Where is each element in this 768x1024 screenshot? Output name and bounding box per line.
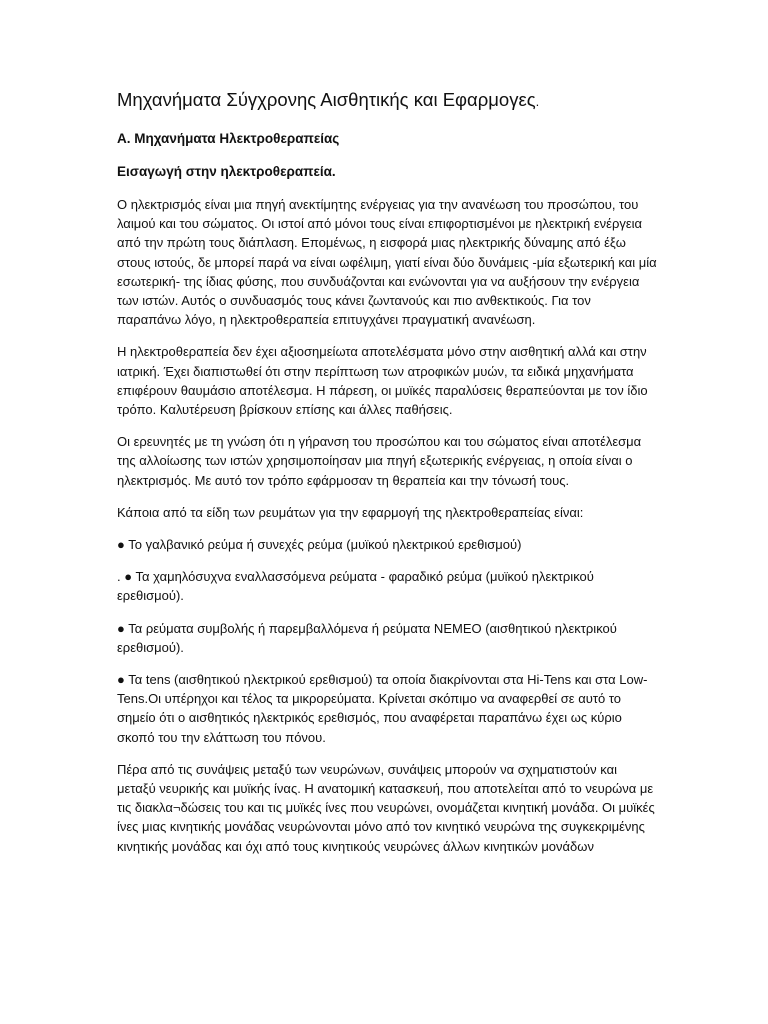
document-title-dot: . [535, 94, 540, 109]
bullet-item-interference: ● Τα ρεύματα συμβολής ή παρεμβαλλόμενα ή ρεύματα ΝΕΜΕΟ (αισθητικού ηλεκτρικού ερεθισμού). [117, 620, 617, 655]
paragraph-1: Ο ηλεκτρισμός είναι μια πηγή ανεκτίμητης ενέργειας για την ανανέωση του προσώπου, του λαιμού και του σώματος. Οι ιστοί από μόνοι τους είναι επιφορτισμένοι με ηλεκτρική ενέργεια από την πρώτη τους διάπλαση. Επομένως, η εισφορά μιας ηλεκτρικής δύναμης από έξω στους ιστούς, δε μπορεί παρά να είναι ωφέλιμη, γιατί είναι δύο δυνάμεις -μία εξωτερική και μία εσωτερική- της ίδιας φύσης, που συνδυάζονται και ενώνονται για να αυξήσουν την ενέργεια των ιστών. Αυτός ο συνδυασμός τους κάνει ζωντανούς και πιο ανθεκτικούς. Για τον παραπάνω λόγο, η ηλεκτροθεραπεία επιτυγχάνει πραγματική ανανέωση. [117, 197, 657, 328]
bullet-item-faradic: . ● Τα χαμηλόσυχνα εναλλασσόμενα ρεύματα - φαραδικό ρεύμα (μυϊκού ηλεκτρικού ερεθισμού). [117, 569, 594, 604]
intro-heading: Εισαγωγή στην ηλεκτροθεραπεία. [117, 164, 336, 179]
paragraph-4: Κάποια από τα είδη των ρευμάτων για την εφαρμογή της ηλεκτροθεραπείας είναι: [117, 504, 584, 520]
document-title-text: Μηχανήματα Σύγχρονης Αισθητικής και Εφαρμογες [117, 89, 536, 110]
bullet-item-tens: ● Τα tens (αισθητικού ηλεκτρικού ερεθισμού) τα οποία διακρίνονται στα Hi-Tens και στα Low-Tens.Οι υπέρηχοι και τέλος τα μικρορεύματα. Κρίνεται σκόπιμο να αναφερθεί σε αυτό το σημείο ότι ο αισθητικός ηλεκτρικός ερεθισμός, που αναφέρεται παραπάνω έχει ως κύριο σκοπό του την ελάττωση του πόνου. [117, 672, 648, 745]
document-page [117, 88, 657, 869]
closing-paragraph: Πέρα από τις συνάψεις μεταξύ των νευρώνων, συνάψεις μπορούν να σχηματιστούν και μεταξύ νευρικής και μυϊκής ίνας. Η ανατομική κατασκευή, που αποτελείται από το νευρώνα με τις διακλα¬δώσεις του και τις μυϊκές ίνες που νευρώνει, ονομάζεται κινητική μονάδα. Οι μυϊκές ίνες μιας κινητικής μονάδας νευρώνονται μόνο από τον κινητικό νευρώνα της συγκεκριμένης κινητικής μονάδας και όχι από τους κινητικούς νευρώνες άλλων κινητικών μονάδων [117, 761, 655, 854]
paragraph-2: Η ηλεκτροθεραπεία δεν έχει αξιοσημείωτα αποτελέσματα μόνο στην αισθητική αλλά και στην ιατρική. Έχει διαπιστωθεί ότι στην περίπτωση των ατροφικών μυών, τα ειδικά μηχανήματα επιφέρουν θαυμάσιο αποτέλεσμα. Η πάρεση, οι μυϊκές παραλύσεις θεραπεύονται με τον ίδιο τρόπο. Καλυτέρευση βρίσκουν επίσης και άλλες παθήσεις. [117, 344, 648, 418]
document-title [117, 88, 657, 114]
section-heading: Α. Μηχανήματα Ηλεκτροθεραπείας [117, 131, 340, 146]
bullet-item-galvanic: ● Το γαλβανικό ρεύμα ή συνεχές ρεύμα (μυϊκού ηλεκτρικού ερεθισμού) [117, 537, 522, 553]
paragraph-3: Οι ερευνητές με τη γνώση ότι η γήρανση του προσώπου και του σώματος είναι αποτέλεσμα της αλλοίωσης των ιστών χρησιμοποίησαν μια πηγή εξωτερικής ενέργειας, η οποία είναι ο ηλεκτρισμός. Με αυτό τον τρόπο εφάρμοσαν τη θεραπεία και την τόνωσή τους. [117, 434, 642, 488]
